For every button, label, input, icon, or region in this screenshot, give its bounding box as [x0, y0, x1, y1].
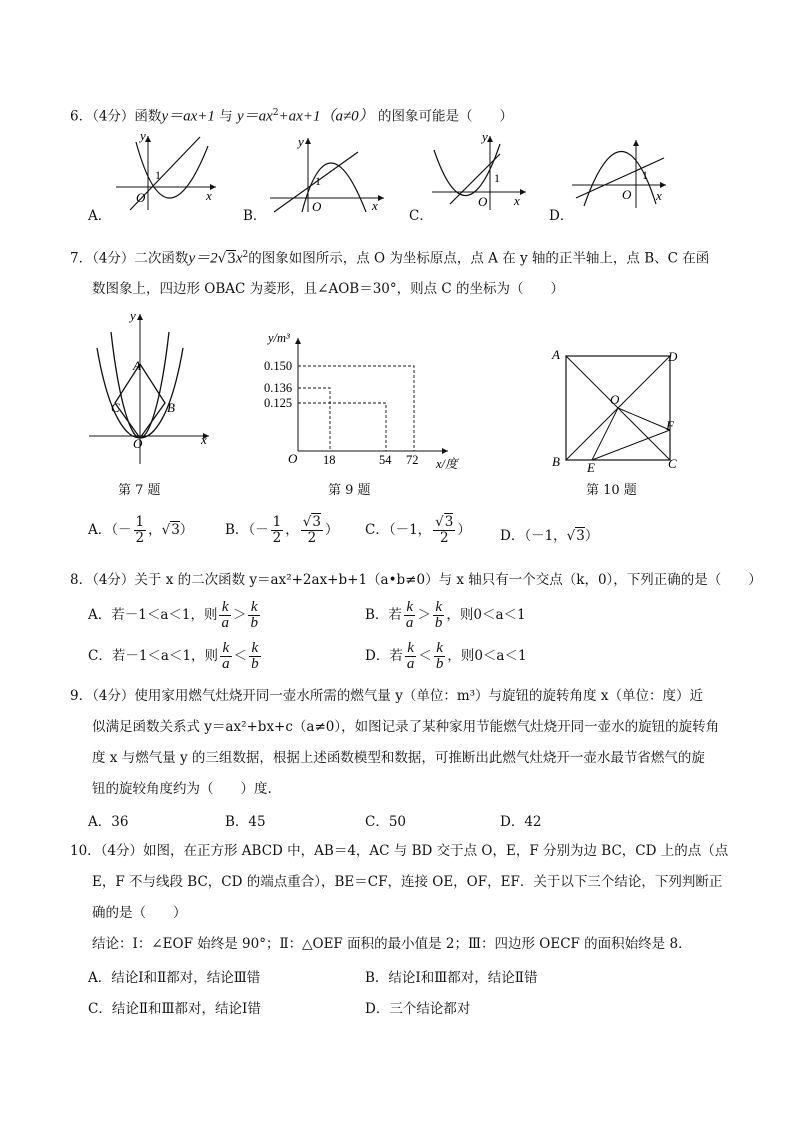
- svg-text:y/m³: y/m³: [268, 331, 290, 345]
- svg-text:1: 1: [642, 168, 648, 182]
- q7-option-d[interactable]: D．（－1，√3）: [500, 528, 599, 544]
- svg-text:y: y: [140, 132, 146, 143]
- q6-option-d[interactable]: D．: [549, 208, 574, 224]
- q9-stem-line1: 9．（4分）使用家用燃气灶烧开同一壶水所需的燃气量 y（单位：m³）与旋钮的旋转角度 x（单位：度）近: [70, 688, 703, 704]
- svg-text:x/度: x/度: [436, 457, 458, 471]
- svg-text:x: x: [206, 188, 212, 203]
- svg-text:B: B: [167, 400, 175, 415]
- svg-text:O: O: [312, 199, 322, 214]
- svg-text:x: x: [201, 432, 207, 447]
- fig10: [548, 346, 688, 474]
- q8-option-c[interactable]: C．若－1＜a＜1，则 $\frac{k}{a}$ ＜ $\frac{k}{b}$: [88, 640, 259, 672]
- q6-graph-c: [430, 132, 530, 212]
- q7-stem-line1: 7．（4分）二次函数$y=2√3x^2$的图象如图所示，点 O 为坐标原点，点 A 在 y 轴的正半轴上，点 B、C 在函: [70, 250, 710, 267]
- svg-text:O: O: [136, 190, 146, 205]
- svg-text:O: O: [133, 436, 143, 451]
- fig7: [85, 308, 215, 468]
- fig9-xtick-18: 18: [323, 453, 336, 467]
- q6-stem: 6．（4分）函数y＝ax+1 与 $y=ax^2+ax+1(a\ne 0)$ 的图象可能是（ ）: [70, 108, 513, 125]
- q9-option-b[interactable]: B．45: [225, 814, 266, 830]
- q6-option-a[interactable]: A．: [88, 208, 112, 224]
- svg-text:1: 1: [494, 171, 500, 185]
- svg-text:A: A: [552, 347, 560, 362]
- q8-option-d[interactable]: D．若 $\frac{k}{a}$ ＜ $\frac{k}{b}$ ，则0＜a＜1: [365, 640, 527, 672]
- fig9-ytick-0136: 0.136: [264, 381, 293, 395]
- q10-stem-line2: E，F 不与线段 BC，CD 的端点重合），BE＝CF，连接 OE，OF，EF．关于以下三个结论，下列判断正: [92, 874, 723, 890]
- svg-text:E: E: [587, 460, 595, 474]
- q10-option-c[interactable]: C．结论Ⅱ和Ⅲ都对，结论Ⅰ错: [88, 1001, 261, 1017]
- fig9-ytick-0125: 0.125: [264, 396, 293, 410]
- q7-stem-line2: 数图象上，四边形 OBAC 为菱形，且∠AOB＝30°，则点 C 的坐标为（ ）: [92, 281, 565, 297]
- q6-graph-a: [108, 132, 220, 212]
- svg-text:D: D: [668, 349, 678, 364]
- q9-stem-line2: 似满足函数关系式 y＝ax²+bx+c（a≠0），如图记录了某种家用节能燃气灶烧开同一壶水的旋钮的旋转角: [92, 719, 720, 735]
- svg-text:F: F: [666, 418, 674, 433]
- svg-text:O: O: [478, 194, 488, 209]
- fig9-caption: 第 9 题: [328, 483, 371, 498]
- fig9: [260, 330, 470, 475]
- svg-text:B: B: [552, 454, 560, 469]
- q6-graph-d: [570, 138, 670, 210]
- fig9-xtick-72: 72: [406, 453, 419, 467]
- fig7-caption: 第 7 题: [118, 483, 161, 498]
- svg-text:O: O: [622, 187, 632, 202]
- q9-option-d[interactable]: D．42: [500, 814, 542, 830]
- q10-stem-line3: 确的是（ ）: [92, 905, 187, 921]
- q6-option-c[interactable]: C．: [409, 208, 433, 224]
- svg-text:1: 1: [315, 174, 321, 188]
- q8-stem: 8．（4分）关于 x 的二次函数 y＝ax²+2ax+b+1（a•b≠0）与 x 轴只有一个交点（k，0），下列正确的是（ ）: [70, 572, 762, 588]
- svg-text:x: x: [656, 188, 662, 203]
- svg-text:C: C: [111, 400, 120, 415]
- q10-option-d[interactable]: D．三个结论都对: [365, 1001, 471, 1017]
- q7-option-b[interactable]: B．（－ $\frac{1}{2}$ ， $\frac{√3}{2}$ ）: [225, 514, 339, 546]
- q7-option-a[interactable]: A．（－ $\frac{1}{2}$ ，√3）: [88, 514, 194, 546]
- q9-option-a[interactable]: A．36: [88, 814, 129, 830]
- svg-text:O: O: [610, 392, 620, 407]
- svg-text:x: x: [514, 193, 520, 208]
- q10-option-a[interactable]: A．结论Ⅰ和Ⅱ都对，结论Ⅲ错: [88, 970, 261, 986]
- q8-option-b[interactable]: B．若 $\frac{k}{a}$ ＞ $\frac{k}{b}$ ，则0＜a＜1: [365, 599, 526, 631]
- svg-text:C: C: [668, 456, 677, 471]
- q10-stem-line1: 10．（4分）如图，在正方形 ABCD 中，AB＝4，AC 与 BD 交于点 O，E，F 分别为边 BC，CD 上的点（点: [70, 843, 729, 859]
- svg-text:y: y: [298, 134, 304, 149]
- svg-text:O: O: [288, 451, 298, 466]
- svg-text:1: 1: [155, 168, 161, 182]
- q10-option-b[interactable]: B．结论Ⅰ和Ⅲ都对，结论Ⅱ错: [365, 970, 538, 986]
- fig9-xtick-54: 54: [379, 453, 392, 467]
- q9-stem-line4: 钮的旋较角度约为（ ）度.: [92, 781, 272, 797]
- q7-option-c[interactable]: C．（－1， $\frac{√3}{2}$ ）: [365, 514, 471, 546]
- fig9-ytick-0150: 0.150: [264, 359, 293, 373]
- svg-text:x: x: [372, 198, 378, 213]
- q9-stem-line3: 度 x 与燃气量 y 的三组数据，根据上述函数模型和数据，可推断出此燃气灶烧开一壶水最节省燃气的旋: [92, 750, 705, 766]
- svg-text:A: A: [133, 358, 141, 373]
- fig10-caption: 第 10 题: [586, 483, 637, 498]
- svg-text:y: y: [130, 308, 136, 323]
- q6-graph-b: [268, 134, 386, 214]
- q10-conclusions: 结论：Ⅰ：∠EOF 始终是 90°；Ⅱ：△OEF 面积的最小值是 2；Ⅲ：四边形 OECF 的面积始终是 8．: [92, 936, 692, 952]
- svg-text:y: y: [482, 132, 488, 144]
- q6-option-b[interactable]: B．: [243, 208, 267, 224]
- q9-option-c[interactable]: C．50: [365, 814, 407, 830]
- q8-option-a[interactable]: A．若－1＜a＜1，则 $\frac{k}{a}$ ＞ $\frac{k}{b}$: [88, 599, 258, 631]
